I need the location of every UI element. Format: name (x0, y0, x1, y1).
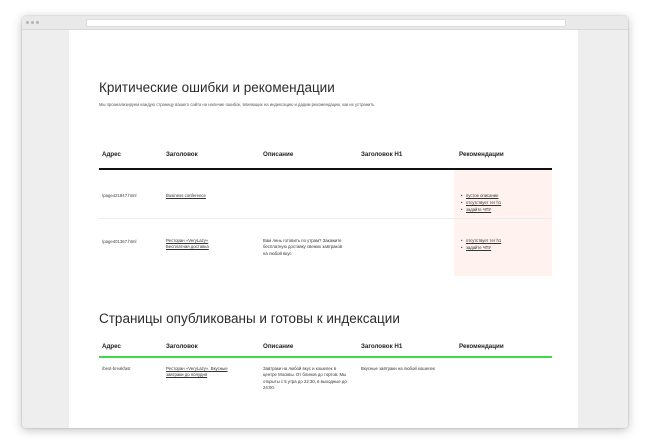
column-header-title: Заголовок (166, 151, 198, 158)
published-pages-heading: Страницы опубликованы и готовы к индексации (99, 311, 400, 326)
column-header-h1: Заголовок H1 (361, 343, 403, 350)
browser-window (22, 16, 628, 428)
column-header-address: Адрес (102, 151, 121, 158)
row-divider (99, 218, 552, 219)
report-page (69, 30, 578, 428)
row2-address: /page401367.html (102, 239, 137, 244)
column-header-title: Заголовок (166, 343, 198, 350)
row2-title-link-2[interactable]: Бесплатная доставка (166, 244, 209, 250)
address-bar[interactable] (86, 19, 566, 27)
browser-viewport (22, 30, 628, 428)
minimize-window-icon[interactable] (31, 21, 34, 24)
close-window-icon[interactable] (26, 21, 29, 24)
published-row-title-link-2[interactable]: завтраки до полудня (166, 372, 208, 378)
row1-address: /page421847.html (102, 193, 137, 198)
recommendation-item[interactable]: • пустое описание (461, 192, 501, 199)
published-row-h1: Вкусные завтраки на любой кошелек (361, 366, 435, 371)
column-header-recommendations: Рекомендации (459, 151, 504, 158)
recommendations-highlight (454, 170, 552, 276)
row2-title (166, 238, 252, 251)
column-header-address: Адрес (102, 343, 121, 350)
column-header-description: Описание (263, 343, 294, 350)
row1-title-link[interactable]: Business conference (166, 193, 206, 198)
window-controls[interactable] (26, 21, 39, 24)
row2-description: Вам лень готовить по утрам? Закажите бесплатную доставку свежих завтраков на любой вкус (263, 238, 343, 256)
row1-recommendations (461, 192, 501, 213)
row2-recommendations (461, 237, 501, 251)
published-row-title (166, 366, 256, 379)
browser-titlebar (22, 16, 628, 30)
critical-errors-subtitle: Мы проанализируем каждую страницу вашего сайта на наличие ошибок, влияющих на индексацию и дадим рекомендации, как их устранить (99, 102, 375, 107)
column-header-description: Описание (263, 151, 294, 158)
table-header-divider-green (99, 356, 552, 358)
maximize-window-icon[interactable] (36, 21, 39, 24)
published-row-address: /best-breakfast (102, 366, 131, 371)
recommendation-item[interactable]: • задайте ЧПУ (461, 244, 501, 251)
recommendation-item[interactable]: • задайте ЧПУ (461, 206, 501, 213)
column-header-h1: Заголовок H1 (361, 151, 403, 158)
published-row-title-link-1[interactable]: Ресторан «VeryLazy». Вкусные (166, 366, 228, 371)
published-row-description: Завтраки на любой вкус и кошелек в центре Москвы. От блинов до тортов. Мы открыты с 5 утра до 22:30, в выходные до 24:00. (263, 366, 347, 391)
row2-title-link-1[interactable]: Ресторан «VeryLazy» (166, 238, 209, 243)
recommendation-item[interactable]: • отсутствует тег h1 (461, 237, 501, 244)
recommendation-item[interactable]: • отсутствует тег h1 (461, 199, 501, 206)
column-header-recommendations: Рекомендации (459, 343, 504, 350)
row1-title (166, 193, 252, 199)
critical-errors-heading: Критические ошибки и рекомендации (99, 80, 335, 95)
